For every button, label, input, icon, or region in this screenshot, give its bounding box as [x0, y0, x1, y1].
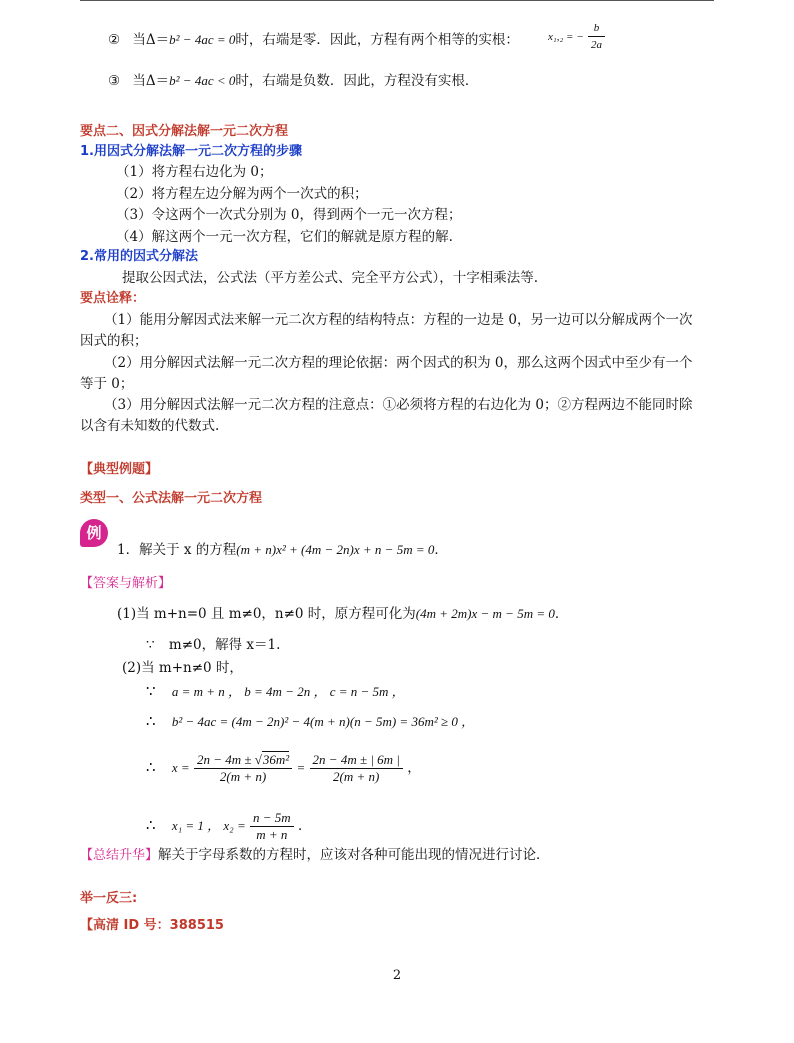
case-3-text: 时，右端是负数．因此，方程没有实根．	[235, 73, 479, 89]
section-2-sub1: 1.用因式分解法解一元二次方程的步骤	[80, 144, 302, 159]
case-2-root-denominator: 2a	[590, 39, 602, 51]
case-2-root	[548, 20, 605, 53]
top-rule	[80, 0, 714, 1]
roots-line	[146, 810, 311, 843]
case-3-line	[108, 72, 478, 90]
examples-header: 【典型例题】	[80, 462, 159, 477]
step-4: （4）解这两个一元一次方程，它们的解就是原方程的解.	[116, 229, 453, 245]
note-2b: 等于 0；	[80, 376, 134, 392]
part-1-solution-line	[146, 636, 280, 654]
x-numerator-1b: 36m²	[262, 752, 290, 767]
hd-id: 【高清 ID 号：388515	[80, 918, 224, 933]
factor-methods: 提取公因式法，公式法（平方差公式、完全平方公式），十字相乘法等.	[122, 270, 539, 286]
note-1a: （1）能用分解因式法来解一元二次方程的结构特点：方程的一边是 0，另一边可以分解成两个一次	[104, 312, 693, 328]
step-2: （2）将方程左边分解为两个一次式的积；	[116, 186, 368, 202]
x-denominator-1: 2(m + n)	[219, 769, 267, 784]
therefore-symbol: ∴	[146, 816, 156, 834]
roots-period: ．	[297, 818, 312, 834]
discriminant-line	[146, 712, 474, 731]
x-fraction-1: $\frac{\text{2n − 4m ± √36m²}}{2(m + n)}$	[194, 752, 292, 785]
case-2-text: 时，右端是零．因此，方程有两个相等的实根：	[235, 32, 519, 48]
question-equation: (m + n)x² + (4m − 2n)x + n − 5m = 0	[236, 542, 435, 557]
answer-label: 【答案与解析】	[80, 576, 172, 591]
case-2-pre: 当Δ＝	[132, 32, 170, 48]
discriminant: b² − 4ac = (4m − 2n)² − 4(m + n)(n − 5m) = 36m² ≥ 0 ，	[171, 714, 475, 729]
question-period: ．	[434, 542, 448, 558]
summary-label: 【总结升华】	[80, 848, 159, 863]
case-3-pre: 当Δ＝	[132, 73, 170, 89]
root-values: x₁ = 1 ， x₂ =	[171, 818, 246, 833]
case-2-root-fraction	[588, 20, 605, 53]
part-1-period: ．	[554, 606, 569, 622]
root-2-numerator: n − 5m	[250, 810, 294, 827]
page-number: 2	[392, 968, 402, 983]
summary-text: 解关于字母系数的方程时，应该对各种可能出现的情况进行讨论．	[158, 847, 550, 863]
summary-line	[80, 846, 550, 865]
type-1-title: 类型一、公式法解一元二次方程	[80, 491, 263, 506]
case-3-marker: ③	[108, 73, 121, 89]
x-numerator-1a: 2n − 4m ±	[196, 752, 252, 767]
part-2-text: (2)当 m+n≠0 时，	[122, 660, 243, 676]
case-3-condition: b² − 4ac < 0	[169, 73, 236, 88]
practice-label: 举一反三:	[80, 891, 138, 906]
section-2-sub2: 2.常用的因式分解法	[80, 249, 198, 264]
coefficients: a = m + n ， b = 4m − 2n ， c = n − 5m ，	[171, 684, 405, 699]
case-2-line	[108, 31, 519, 49]
notes-title: 要点诠释：	[80, 291, 146, 306]
x-equals: =	[296, 760, 306, 775]
section-2-title: 要点二、因式分解法解一元二次方程	[80, 124, 289, 139]
part-1-solution: m≠0，解得 x＝1.	[168, 637, 281, 653]
case-2-root-lhs: x₁,₂ = −	[548, 31, 584, 43]
part-1-text: (1)当 m+n=0 且 m≠0，n≠0 时，原方程可化为	[117, 606, 416, 622]
case-2-root-numerator: b	[588, 20, 605, 37]
case-2-marker: ②	[108, 32, 121, 48]
step-1: （1）将方程右边化为 0；	[116, 164, 273, 180]
root-formula-line	[146, 752, 421, 785]
question-line	[117, 541, 448, 559]
because-symbol: ∵	[146, 637, 155, 653]
root-2-denominator: m + n	[256, 827, 288, 842]
note-3a: （3）用分解因式法解一元二次方程的注意点：①必须将方程的右边化为 0；②方程两边不能同时除	[104, 397, 693, 413]
part-1-line	[117, 605, 568, 623]
note-1b: 因式的积；	[80, 333, 148, 349]
therefore-symbol: ∴	[146, 712, 156, 730]
example-badge: 例	[80, 519, 108, 547]
coefficients-line	[146, 682, 405, 701]
because-symbol: ∵	[146, 682, 156, 700]
x-lhs: x =	[171, 760, 190, 775]
therefore-symbol: ∴	[146, 758, 156, 776]
note-2a: （2）用分解因式法解一元二次方程的理论依据：两个因式的积为 0，那么这两个因式中至少有一个	[104, 355, 693, 371]
x-numerator-2: 2n − 4m ± | 6m |	[310, 752, 403, 769]
step-3: （3）令这两个一次式分别为 0，得到两个一元一次方程；	[116, 207, 462, 223]
x-comma: ，	[407, 760, 421, 776]
case-2-condition: b² − 4ac = 0	[169, 32, 236, 47]
note-3b: 以含有未知数的代数式.	[80, 418, 220, 434]
root-2-fraction	[250, 810, 294, 843]
part-1-equation: (4m + 2m)x − m − 5m = 0	[415, 606, 555, 621]
x-fraction-2	[310, 752, 403, 785]
x-denominator-2: 2(m + n)	[333, 769, 380, 784]
question-text: 1．解关于 x 的方程	[117, 542, 237, 558]
